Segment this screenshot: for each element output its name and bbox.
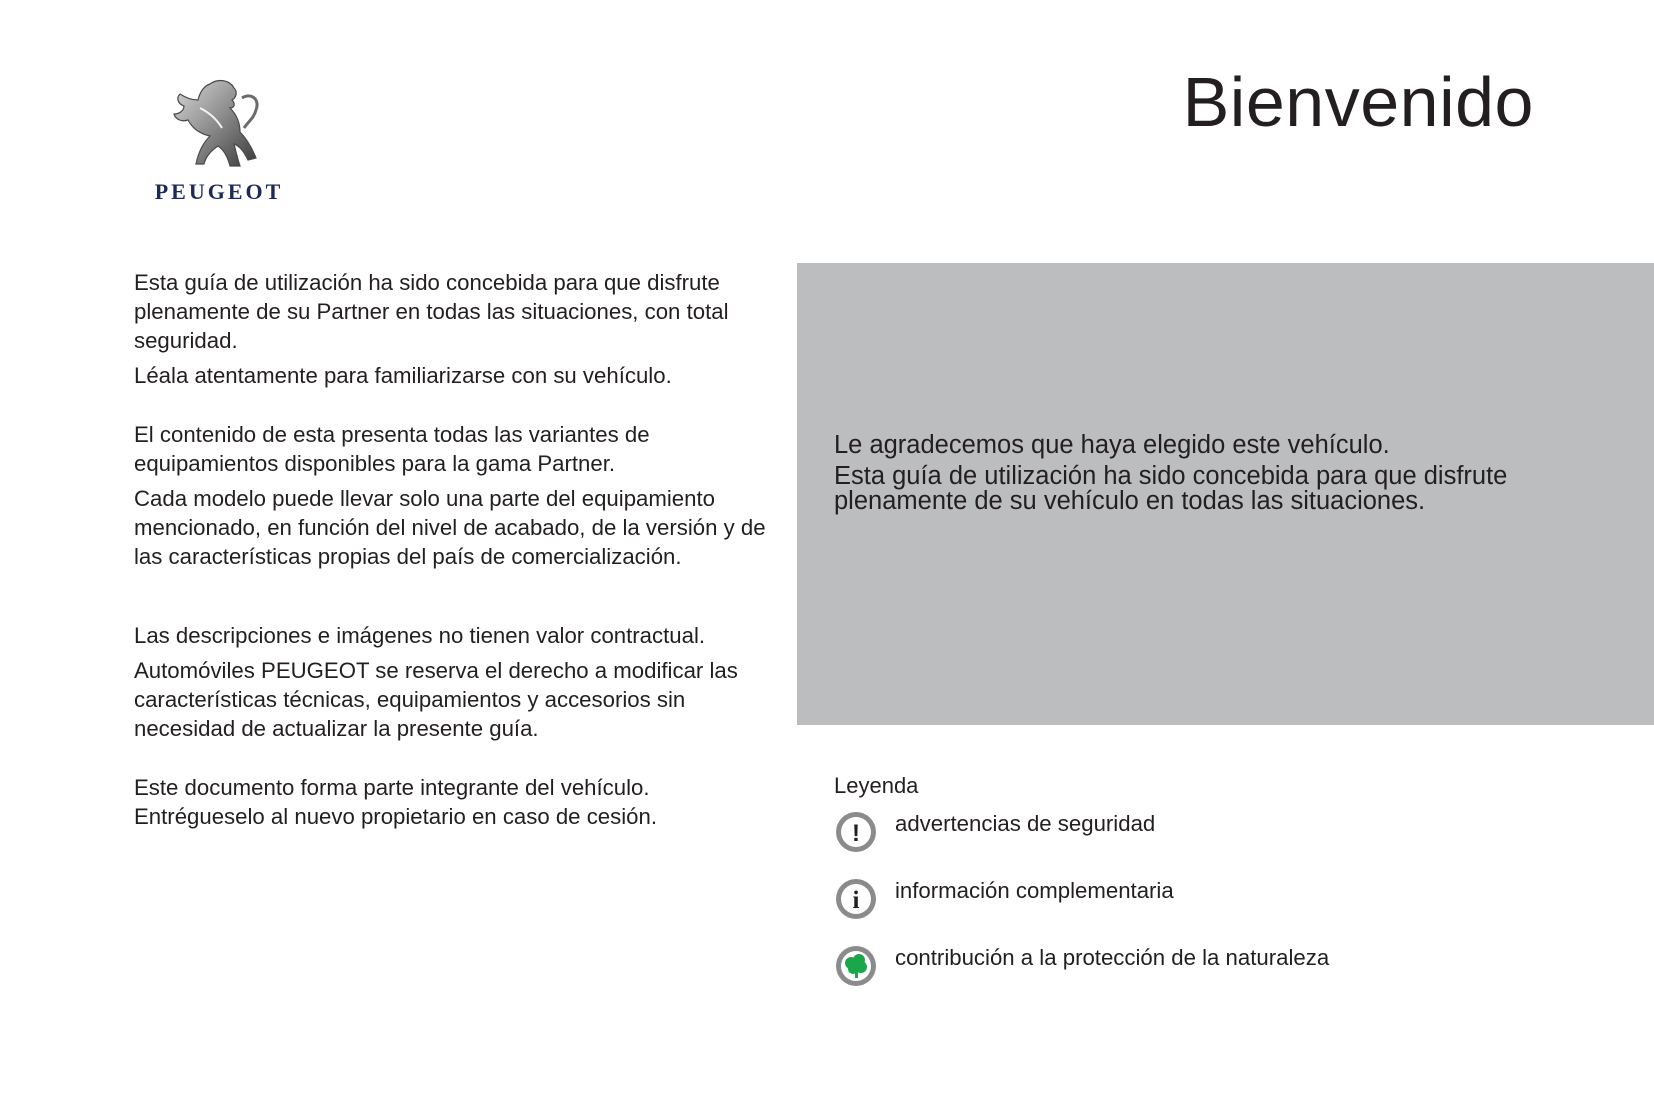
intro-paragraph: El contenido de esta presenta todas las variantes de equipamientos disponibles para la gama Partner. [134, 422, 650, 476]
thanks-text: Le agradecemos que haya elegido este vehículo. [834, 431, 1390, 459]
eco-tree-icon [834, 944, 878, 988]
legend-label: información complementaria [895, 878, 1174, 903]
intro-paragraph: Esta guía de utilización ha sido concebida para que disfrute plenamente de su Partner en todas las situaciones, con total seguridad. [134, 270, 729, 353]
intro-paragraph: Automóviles PEUGEOT se reserva el derecho a modificar las características técnicas, equipamientos y accesorios sin necesidad de actualizar la presente guía. [134, 658, 738, 741]
legend-item [834, 944, 1554, 1011]
legend-item [834, 810, 1554, 877]
peugeot-lion-icon [170, 78, 268, 173]
legend-title: Leyenda [834, 773, 919, 798]
intro-paragraph: Cada modelo puede llevar solo una parte del equipamiento mencionado, en función del nivel de acabado, de la versión y de las características propias del país de comercialización. [134, 486, 766, 569]
info-icon [834, 877, 878, 921]
legend-item [834, 877, 1554, 944]
purpose-text: Esta guía de utilización ha sido concebida para que disfrute plenamente de su vehículo en todas las situaciones. [834, 462, 1508, 515]
legend-label: advertencias de seguridad [895, 811, 1156, 836]
intro-paragraph: Este documento forma parte integrante del vehículo. Entrégueselo al nuevo propietario en caso de cesión. [134, 775, 657, 829]
brand-wordmark: PEUGEOT [154, 179, 284, 204]
intro-paragraph: Léala atentamente para familiarizarse con su vehículo. [134, 363, 672, 388]
page-title: Bienvenido [1182, 63, 1534, 141]
warning-icon [834, 810, 878, 854]
welcome-panel-text [834, 433, 1554, 514]
legend-label: contribución a la protección de la naturaleza [895, 945, 1330, 970]
svg-text:!: ! [852, 820, 860, 847]
intro-paragraph: Las descripciones e imágenes no tienen valor contractual. [134, 623, 706, 648]
welcome-panel [797, 263, 1654, 725]
svg-text:i: i [852, 887, 860, 914]
intro-text [134, 268, 774, 831]
legend [834, 772, 1554, 1011]
peugeot-logo [134, 78, 304, 203]
